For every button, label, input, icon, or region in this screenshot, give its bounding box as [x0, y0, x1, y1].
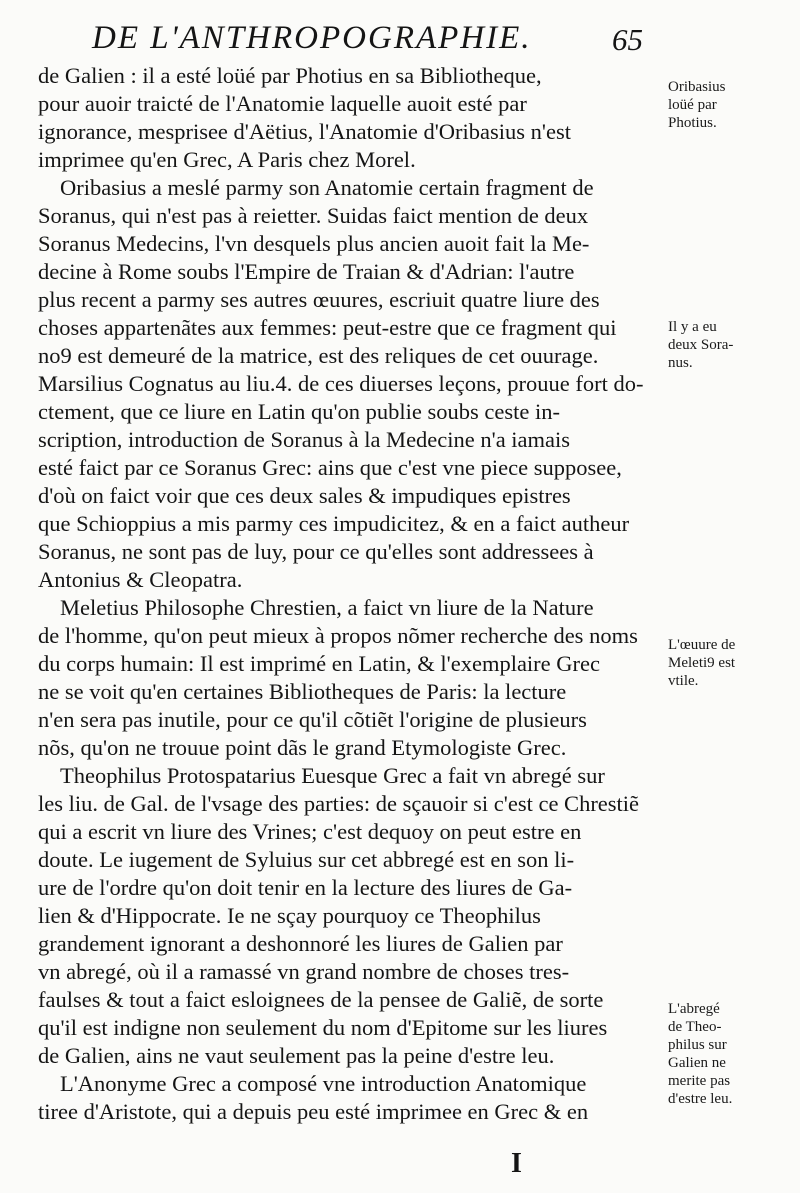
text-line: faulses & tout a faict esloignees de la pensee de Galiẽ, de sorte — [38, 987, 604, 1012]
margin-note-line: nus. — [668, 355, 693, 371]
text-line: n'en sera pas inutile, pour ce qu'il cõtiẽt l'origine de plusieurs — [38, 707, 587, 732]
text-line: de Galien : il a esté loüé par Photius en sa Bibliotheque, — [38, 63, 542, 88]
text-line: Oribasius a meslé parmy son Anatomie certain fragment de — [60, 175, 594, 200]
margin-note-line: Oribasius — [668, 79, 726, 95]
margin-note-line: Meleti9 est — [668, 655, 736, 671]
margin-note-line: de Theo- — [668, 1019, 722, 1035]
text-line: doute. Le iugement de Syluius sur cet abbregé est en son li- — [38, 847, 575, 872]
text-line: plus recent a parmy ses autres œuures, escriuit quatre liure des — [38, 287, 600, 312]
text-line: ignorance, mesprisee d'Aëtius, l'Anatomie d'Oribasius n'est — [38, 119, 571, 144]
text-line: esté faict par ce Soranus Grec: ains que c'est vne piece supposee, — [38, 455, 622, 480]
margin-note-line: L'œuure de — [668, 637, 736, 653]
text-line: imprimee qu'en Grec, A Paris chez Morel. — [38, 147, 416, 172]
margin-note-meletius — [668, 636, 788, 690]
margin-note-line: d'estre leu. — [668, 1091, 733, 1107]
margin-note-line: Galien ne — [668, 1055, 726, 1071]
margin-note-line: Photius. — [668, 115, 717, 131]
text-line: ctement, que ce liure en Latin qu'on publie soubs ceste in- — [38, 399, 561, 424]
header-title: DE L'ANTHROPOGRAPHIE. — [92, 20, 532, 56]
margin-note-line: merite pas — [668, 1073, 731, 1089]
text-line: scription, introduction de Soranus à la Medecine n'a iamais — [38, 427, 571, 452]
text-line: Soranus, ne sont pas de luy, pour ce qu'elles sont addressees à — [38, 539, 594, 564]
text-line: Soranus, qui n'est pas à reietter. Suidas faict mention de deux — [38, 203, 589, 228]
page-number: 65 — [612, 22, 643, 57]
margin-note-theophilus — [668, 1000, 788, 1108]
body-text — [38, 62, 668, 1126]
margin-note-line: loüé par — [668, 97, 717, 113]
text-line: d'où on faict voir que ces deux sales & impudiques epistres — [38, 483, 571, 508]
printer-signature: I — [511, 1148, 522, 1179]
text-line: qui a escrit vn liure des Vrines; c'est dequoy on peut estre en — [38, 819, 582, 844]
text-line: Soranus Medecins, l'vn desquels plus ancien auoit fait la Me- — [38, 231, 590, 256]
margin-note-line: Il y a eu — [668, 319, 717, 335]
margin-note-line: philus sur — [668, 1037, 727, 1053]
text-line: qu'il est indigne non seulement du nom d'Epitome sur les liures — [38, 1015, 608, 1040]
margin-note-soranus — [668, 318, 788, 372]
text-line: pour auoir traicté de l'Anatomie laquelle auoit esté par — [38, 91, 527, 116]
text-line: nõs, qu'on ne trouue point dãs le grand Etymologiste Grec. — [38, 735, 567, 760]
text-line: lien & d'Hippocrate. Ie ne sçay pourquoy ce Theophilus — [38, 903, 541, 928]
text-line: de l'homme, qu'on peut mieux à propos nõmer recherche des noms — [38, 623, 638, 648]
text-line: decine à Rome soubs l'Empire de Traian & d'Adrian: l'autre — [38, 259, 575, 284]
text-line: Marsilius Cognatus au liu.4. de ces diuerses leçons, prouue fort do- — [38, 371, 644, 396]
text-line: du corps humain: Il est imprimé en Latin, & l'exemplaire Grec — [38, 651, 601, 676]
text-line: Theophilus Protospatarius Euesque Grec a fait vn abregé sur — [60, 763, 605, 788]
text-line: que Schioppius a mis parmy ces impudicitez, & en a faict autheur — [38, 511, 630, 536]
margin-note-line: L'abregé — [668, 1001, 720, 1017]
text-line: tiree d'Aristote, qui a depuis peu esté imprimee en Grec & en — [38, 1099, 589, 1124]
text-line: vn abregé, où il a ramassé vn grand nombre de choses tres- — [38, 959, 570, 984]
text-line: no9 est demeuré de la matrice, est des reliques de cet ouurage. — [38, 343, 599, 368]
text-line: ne se voit qu'en certaines Bibliotheques de Paris: la lecture — [38, 679, 567, 704]
text-line: choses appartenãtes aux femmes: peut-estre que ce fragment qui — [38, 315, 617, 340]
margin-note-oribasius — [668, 78, 788, 132]
text-line: de Galien, ains ne vaut seulement pas la peine d'estre leu. — [38, 1043, 555, 1068]
text-line: Antonius & Cleopatra. — [38, 567, 243, 592]
margin-note-line: vtile. — [668, 673, 699, 689]
text-line: grandement ignorant a deshonnoré les liures de Galien par — [38, 931, 563, 956]
text-line: Meletius Philosophe Chrestien, a faict vn liure de la Nature — [60, 595, 594, 620]
margin-note-line: deux Sora- — [668, 337, 734, 353]
text-line: L'Anonyme Grec a composé vne introduction Anatomique — [60, 1071, 587, 1096]
text-line: les liu. de Gal. de l'vsage des parties: de sçauoir si c'est ce Chrestiẽ — [38, 791, 640, 816]
text-line: ure de l'ordre qu'on doit tenir en la lecture des liures de Ga- — [38, 875, 573, 900]
running-header — [92, 20, 652, 62]
